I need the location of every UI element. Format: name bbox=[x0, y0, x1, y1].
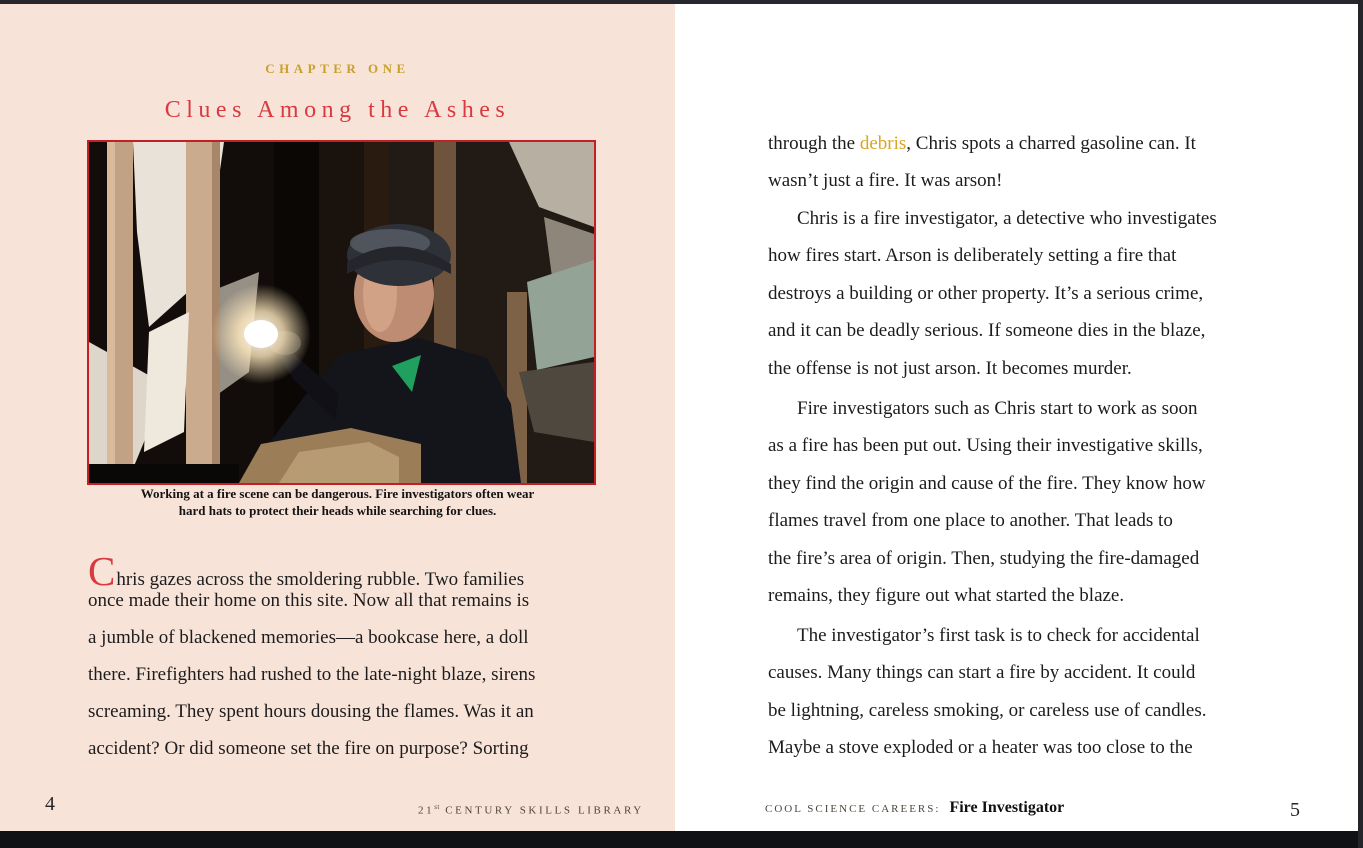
body-line: wasn’t just a fire. It was arson! bbox=[768, 170, 1003, 191]
body-line-text: , Chris spots a charred gasoline can. It bbox=[906, 133, 1196, 154]
body-line: they find the origin and cause of the fire. They know how bbox=[768, 473, 1206, 494]
photo-caption-line2: hard hats to protect their heads while searching for clues. bbox=[178, 503, 497, 518]
body-line-text: through the bbox=[768, 133, 860, 154]
footer-superscript: st bbox=[434, 803, 440, 811]
page-number-right: 5 bbox=[1290, 799, 1300, 821]
body-line bbox=[88, 547, 524, 595]
viewer-frame-bottom bbox=[0, 831, 1363, 848]
body-line: flames travel from one place to another. That leads to bbox=[768, 510, 1173, 531]
footer-number: 21 bbox=[418, 804, 435, 817]
body-line: there. Firefighters had rushed to the late-night blaze, sirens bbox=[88, 664, 536, 685]
body-line: Chris is a fire investigator, a detective who investigates bbox=[797, 208, 1217, 229]
viewer-frame-right bbox=[1358, 0, 1363, 848]
footer-series-text: CENTURY SKILLS LIBRARY bbox=[445, 804, 644, 817]
body-line: the offense is not just arson. It becomes murder. bbox=[768, 358, 1132, 379]
fire-scene-photo bbox=[87, 140, 596, 485]
body-line: accident? Or did someone set the fire on purpose? Sorting bbox=[88, 738, 529, 759]
body-line: Maybe a stove exploded or a heater was too close to the bbox=[768, 737, 1193, 758]
body-line: and it can be deadly serious. If someone dies in the blaze, bbox=[768, 320, 1206, 341]
footer-series-label: COOL SCIENCE CAREERS: bbox=[765, 803, 941, 815]
body-line: causes. Many things can start a fire by accident. It could bbox=[768, 662, 1196, 683]
body-line: Fire investigators such as Chris start to work as soon bbox=[797, 398, 1198, 419]
chapter-label: CHAPTER ONE bbox=[265, 61, 410, 76]
drop-cap: C bbox=[88, 548, 116, 594]
body-line: once made their home on this site. Now all that remains is bbox=[88, 590, 530, 611]
body-line: The investigator’s first task is to check for accidental bbox=[797, 625, 1200, 646]
footer-book-title: Fire Investigator bbox=[949, 799, 1065, 816]
page-number-left: 4 bbox=[45, 793, 55, 815]
body-line: the fire’s area of origin. Then, studying the fire-damaged bbox=[768, 548, 1200, 569]
body-line bbox=[768, 133, 1196, 155]
body-line: destroys a building or other property. It’s a serious crime, bbox=[768, 283, 1204, 304]
series-footer-left bbox=[418, 803, 644, 817]
body-line: how fires start. Arson is deliberately setting a fire that bbox=[768, 245, 1177, 266]
series-footer-right bbox=[765, 799, 1064, 817]
body-line: be lightning, careless smoking, or careless use of candles. bbox=[768, 700, 1207, 721]
body-line-text: hris gazes across the smoldering rubble. Two families bbox=[116, 569, 525, 590]
body-line: as a fire has been put out. Using their investigative skills, bbox=[768, 435, 1203, 456]
body-line: screaming. They spent hours dousing the flames. Was it an bbox=[88, 701, 534, 722]
glossary-word: debris bbox=[859, 133, 907, 154]
photo-caption-line1: Working at a fire scene can be dangerous. Fire investigators often wear bbox=[140, 486, 535, 501]
fire-scene-photo-art bbox=[89, 142, 594, 483]
body-line: a jumble of blackened memories—a bookcase here, a doll bbox=[88, 627, 529, 648]
body-line: remains, they figure out what started the blaze. bbox=[768, 585, 1125, 606]
flashlight-glow bbox=[211, 284, 311, 384]
left-page bbox=[0, 4, 675, 831]
right-page bbox=[675, 4, 1358, 831]
chapter-title: Clues Among the Ashes bbox=[164, 97, 511, 123]
